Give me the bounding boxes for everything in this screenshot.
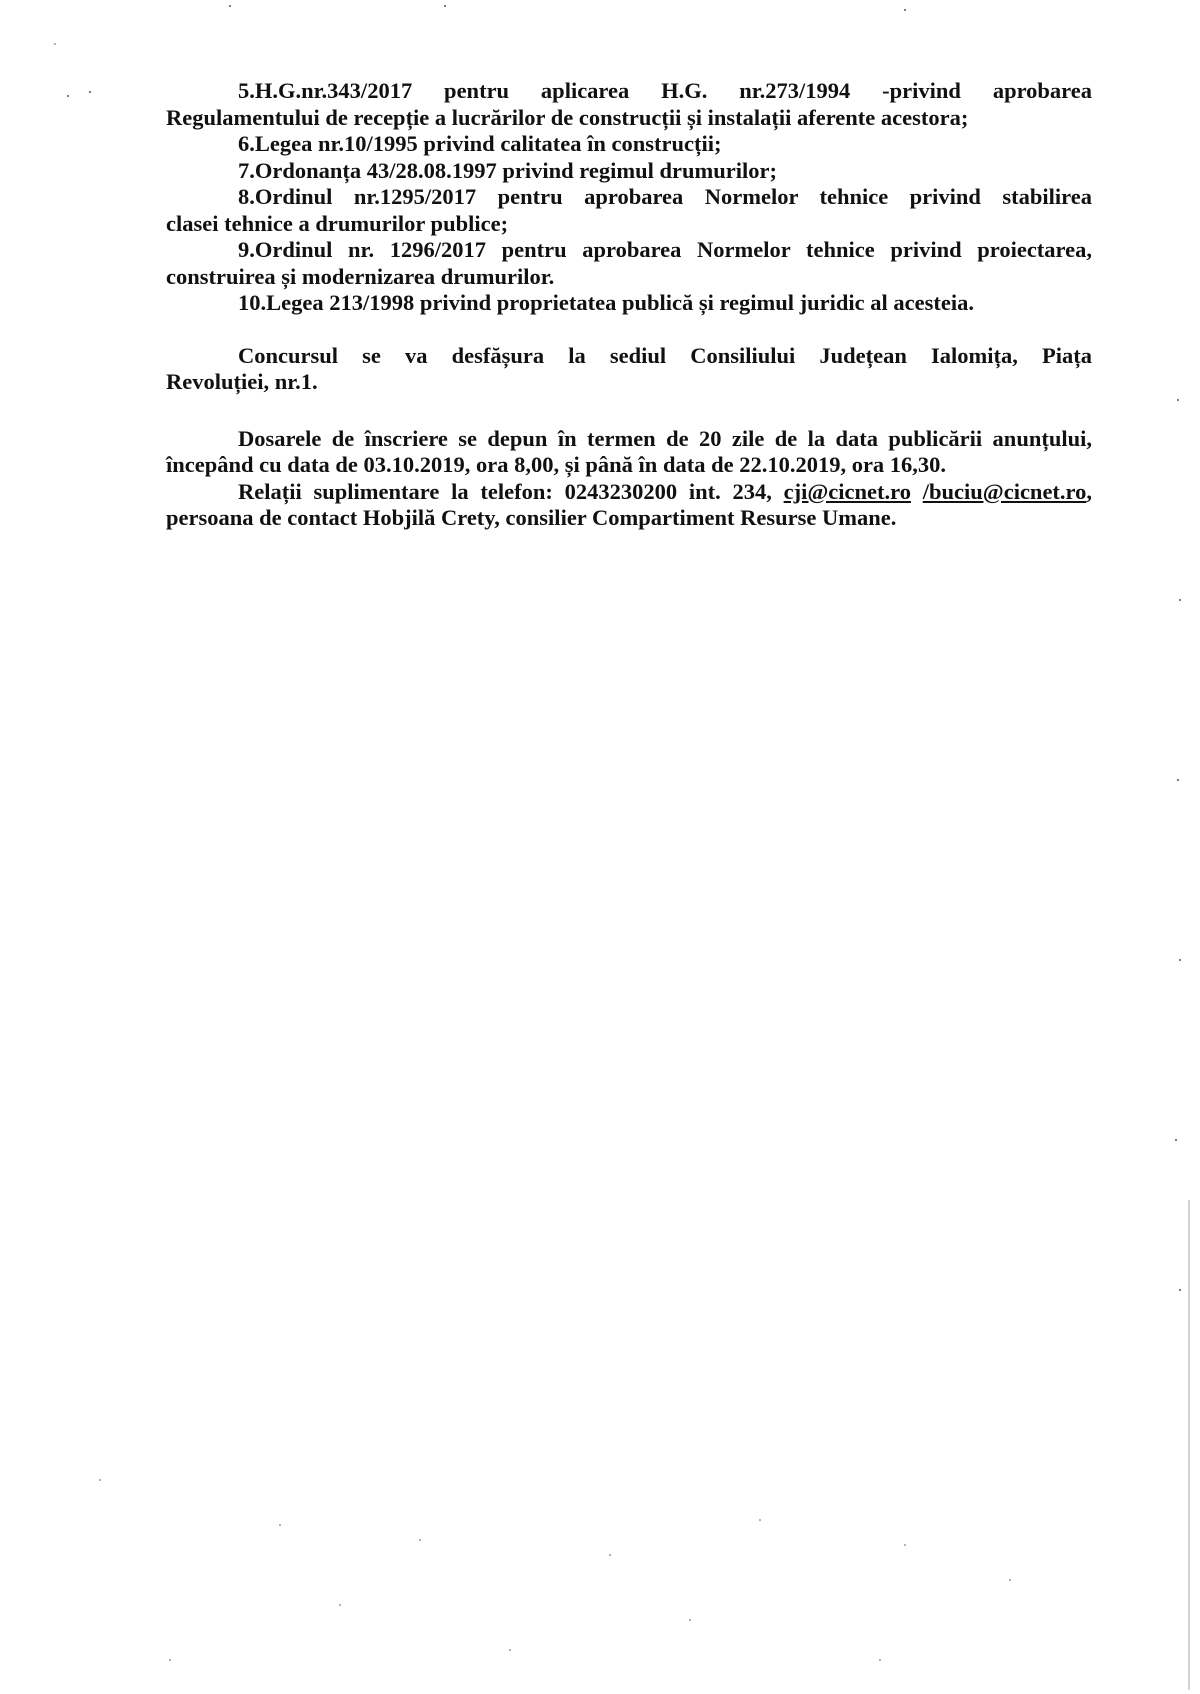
list-item: 6.Legea nr.10/1995 privind calitatea în construcții;: [238, 131, 722, 156]
venue-paragraph-first-line: Concursul se va desfășura la sediul Consiliului Județean Ialomița, Piața: [238, 342, 1092, 368]
list-item: 10.Legea 213/1998 privind proprietatea publică și regimul juridic al acesteia.: [238, 290, 975, 315]
registration-paragraph-first-line: Dosarele de înscriere se depun în termen de 20 zile de la data publicării anunțului,: [238, 425, 1092, 451]
contact-suffix: , persoana de contact Hobjilă Crety, consilier Compartiment Resurse Umane.: [166, 478, 1093, 530]
list-item-first-line: 8.Ordinul nr.1295/2017 pentru aprobarea Normelor tehnice privind stabilirea: [238, 184, 1092, 209]
contact-prefix: Relații suplimentare la telefon: 0243230200 int. 234,: [238, 478, 772, 504]
list-item-first-line: 9.Ordinul nr. 1296/2017 pentru aprobarea Normelor tehnice privind proiectarea,: [238, 237, 1092, 262]
list-item-continuation: clasei tehnice a drumurilor publice;: [166, 210, 509, 236]
list-item-continuation: Regulamentului de recepție a lucrărilor de construcții și instalații aferente acestora;: [166, 104, 969, 130]
list-item-continuation: construirea și modernizarea drumurilor.: [166, 263, 555, 289]
registration-paragraph-continuation: începând cu data de 03.10.2019, ora 8,00, și până în data de 22.10.2019, ora 16,30.: [166, 452, 947, 477]
contact-paragraph: [166, 479, 1092, 532]
email-link-cji[interactable]: cji@cicnet.ro: [783, 478, 911, 504]
list-item-first-line: 5.H.G.nr.343/2017 pentru aplicarea H.G. nr.273/1994 -privind aprobarea: [238, 78, 1092, 103]
email-link-buciu[interactable]: /buciu@cicnet.ro: [922, 478, 1087, 504]
list-item: 7.Ordonanța 43/28.08.1997 privind regimul drumurilor;: [238, 157, 777, 183]
document-body: [166, 78, 1092, 532]
venue-paragraph-continuation: Revoluției, nr.1.: [166, 369, 318, 394]
